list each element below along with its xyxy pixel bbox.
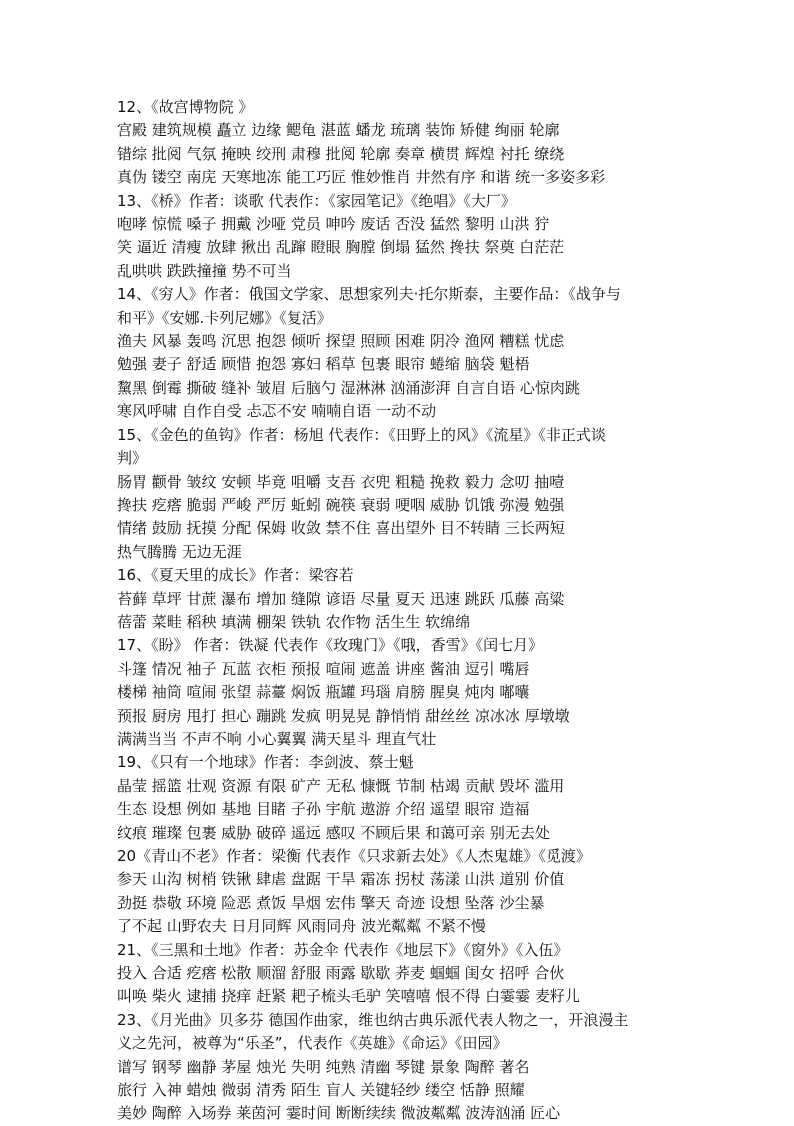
vocab-line: 蓓蕾 菜畦 稻秧 填满 棚架 铁轨 农作物 活生生 软绵绵: [117, 612, 471, 631]
section-heading-23-cont: 义之先河，被尊为“乐圣”，代表作《英雄》《命运》《田园》: [117, 1034, 508, 1053]
section-heading-15-cont: 判》: [117, 449, 148, 468]
section-heading-14: 14、《穷人》作者：俄国文学家、思想家列夫·托尔斯泰，主要作品：《战争与: [117, 285, 621, 304]
vocab-line: 勉强 妻子 舒适 顾惜 抱怨 寡妇 稻草 包裹 眼帘 蜷缩 脑袋 魁梧: [117, 355, 530, 374]
vocab-line: 谱写 钢琴 幽静 茅屋 烛光 失明 纯熟 清幽 琴键 景象 陶醉 著名: [117, 1057, 530, 1076]
vocab-line: 纹痕 璀璨 包裹 威胁 破碎 遥远 感叹 不顾后果 和蔼可亲 别无去处: [117, 823, 550, 842]
vocab-line: 旅行 入神 蜡烛 微弱 清秀 陌生 盲人 关键轻纱 缕空 恬静 照耀: [117, 1081, 525, 1100]
document-page: [117, 96, 682, 1126]
section-heading-12: 12、《故宫博物院 》: [117, 98, 254, 116]
section-heading-17: 17、《盼》 作者：铁凝 代表作《玫瑰门》《哦，香雪》《闰七月》: [117, 636, 544, 655]
section-heading-15: 15、《金色的鱼钩》作者：杨旭 代表作：《田野上的风》《流星》《非正式谈: [117, 425, 606, 444]
section-heading-19: 19、《只有一个地球》作者：李剑波、蔡士魁: [117, 753, 414, 772]
vocab-line: 错综 批阅 气氛 掩映 绞刑 肃穆 批阅 轮廓 奏章 横贯 辉煌 衬托 缭绕: [117, 144, 565, 163]
vocab-line: 苔藓 草坪 甘蔗 瀑布 增加 缝隙 谚语 尽量 夏天 迅速 跳跃 瓜藤 高粱: [117, 589, 565, 608]
vocab-line: 渔夫 风暴 轰鸣 沉思 抱怨 倾听 探望 照顾 困难 阴冷 渔网 糟糕 忧虑: [117, 332, 565, 351]
vocab-line: 黧黑 倒霉 撕破 缝补 皱眉 后脑勺 湿淋淋 汹涌澎湃 自言自语 心惊肉跳: [117, 378, 580, 397]
section-heading-14-cont: 和平》《安娜.卡列尼娜》《复活》: [117, 308, 332, 327]
vocab-line: 了不起 山野农夫 日月同辉 风雨同舟 波光粼粼 不紧不慢: [117, 917, 486, 936]
vocab-line: 真伪 镂空 南庑 天寒地冻 能工巧匠 惟妙惟肖 井然有序 和谐 统一多姿多彩: [117, 168, 606, 187]
vocab-line: 咆哮 惊慌 嗓子 拥戴 沙哑 党员 呻吟 废话 否没 猛然 黎明 山洪 狞: [117, 215, 550, 234]
vocab-line: 美妙 陶醉 入场券 莱茵河 霎时间 断断续续 微波粼粼 波涛汹涌 匠心: [117, 1104, 561, 1123]
vocab-line: 投入 合适 疙瘩 松散 顺溜 舒服 雨露 歇歇 荞麦 蝈蝈 闺女 招呼 合伙: [117, 964, 565, 983]
vocab-line: 寒风呼啸 自作自受 忐忑不安 喃喃自语 一动不动: [117, 402, 437, 421]
section-heading-23: 23、《月光曲》贝多芬 德国作曲家，维也纳古典乐派代表人物之一，开浪漫主: [117, 1010, 629, 1029]
vocab-line: 劲挺 恭敬 环境 险恶 煮饭 旱烟 宏伟 擎天 奇迹 设想 坠落 沙尘暴: [117, 893, 545, 912]
vocab-line: 乱哄哄 跌跌撞撞 势不可当: [117, 261, 292, 280]
vocab-line: 参天 山沟 树梢 铁锹 肆虐 盘踞 干旱 霜冻 拐杖 荡漾 山洪 道别 价值: [117, 870, 565, 889]
section-heading-16: 16、《夏天里的成长》作者：梁容若: [117, 566, 354, 585]
vocab-line: 满满当当 不声不响 小心翼翼 满天星斗 理直气壮: [117, 729, 437, 748]
vocab-line: 预报 厨房 甩打 担心 蹦跳 发疯 明晃晃 静悄悄 甜丝丝 凉冰冰 厚墩墩: [117, 706, 570, 725]
vocab-line: 热气腾腾 无边无涯: [117, 542, 242, 561]
section-heading-20: 20《青山不老》作者：梁衡 代表作《只求新去处》《人杰鬼雄》《觅渡》: [117, 847, 591, 865]
vocab-line: 斗篷 情况 袖子 瓦蓝 衣柜 预报 喧闹 遮盖 讲座 酱油 逗引 嘴唇: [117, 659, 530, 678]
vocab-line: 叫唤 柴火 逮捕 挠痒 赶紧 耙子梳头毛驴 笑嘻嘻 恨不得 白霎霎 麦籽儿: [117, 987, 580, 1006]
section-heading-13: 13、《桥》作者：谈歌 代表作：《家园笔记》《绝唱》《大厂》: [117, 191, 516, 210]
section-heading-21: 21、《三黑和土地》作者：苏金伞 代表作《地层下》《窗外》《入伍》: [117, 940, 569, 959]
vocab-line: 笑 逼近 清瘦 放肆 揪出 乱蹿 瞪眼 胸膛 倒塌 猛然 搀扶 祭奠 白茫茫: [117, 238, 565, 257]
vocab-line: 搀扶 疙瘩 脆弱 严峻 严厉 蚯蚓 碗筷 衰弱 哽咽 威胁 饥饿 弥漫 勉强: [117, 495, 565, 514]
vocab-line: 生态 设想 例如 基地 目睹 子孙 宇航 遨游 介绍 遥望 眼帘 造福: [117, 800, 530, 819]
vocab-line: 楼梯 袖筒 喧闹 张望 蒜薹 焖饭 瓶罐 玛瑙 肩膀 腥臭 炖肉 嘟囔: [117, 683, 530, 702]
vocab-line: 宫殿 建筑规模 矗立 边缘 鳃龟 湛蓝 蟠龙 琉璃 装饰 矫健 绚丽 轮廓: [117, 121, 560, 140]
vocab-line: 肠胃 颧骨 皱纹 安顿 毕竟 咀嚼 支吾 衣兜 粗糙 挽救 毅力 念叨 抽噎: [117, 472, 565, 491]
vocab-line: 晶莹 摇篮 壮观 资源 有限 矿产 无私 慷慨 节制 枯竭 贡献 毁坏 滥用: [117, 776, 565, 795]
vocab-line: 情绪 鼓励 抚摸 分配 保姆 收敛 禁不住 喜出望外 目不转睛 三长两短: [117, 519, 565, 538]
